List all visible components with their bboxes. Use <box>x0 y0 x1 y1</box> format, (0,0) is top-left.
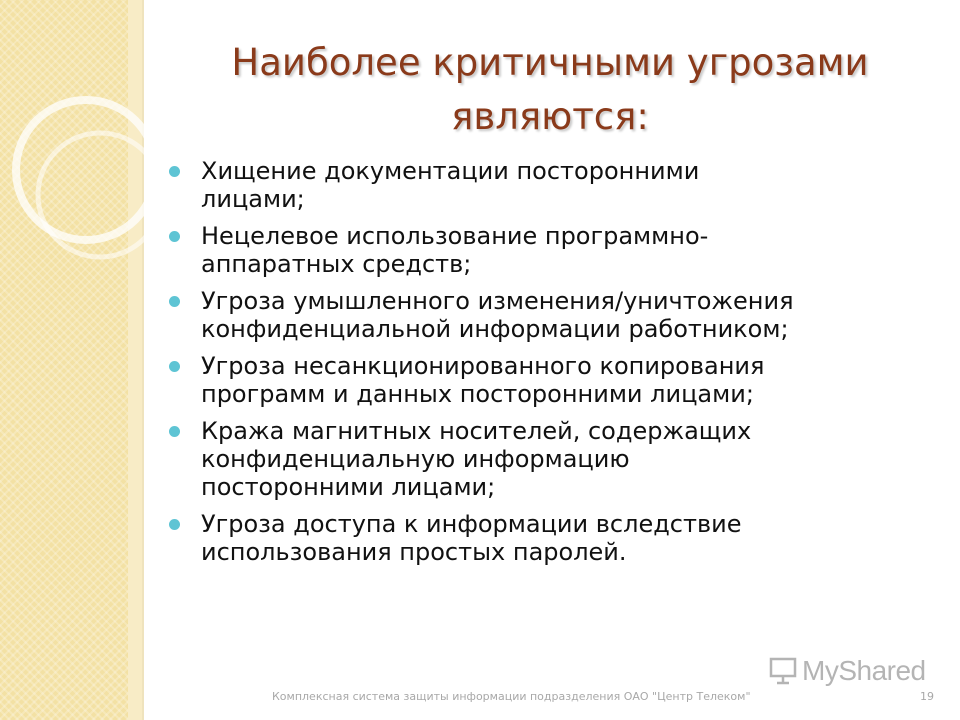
list-item <box>165 510 945 566</box>
list-item-line: использования простых паролей. <box>201 538 627 566</box>
watermark <box>768 655 926 687</box>
slide-footer: Комплексная система защиты информации подразделения ОАО "Центр Телеком" <box>272 690 751 703</box>
page-number: 19 <box>920 690 934 703</box>
list-item-line: программ и данных посторонними лицами; <box>201 380 754 408</box>
list-item-line: аппаратных средств; <box>201 250 472 278</box>
bullet-dot-icon <box>169 231 180 242</box>
list-item <box>165 352 945 408</box>
list-item <box>165 287 945 343</box>
list-item <box>165 222 945 278</box>
list-item-line: Угроза умышленного изменения/уничтожения <box>201 287 794 315</box>
slide-title-line-2: являются: <box>451 95 649 138</box>
bullet-dot-icon <box>169 361 180 372</box>
presentation-board-icon <box>768 656 798 686</box>
list-item-line: конфиденциальной информации работником; <box>201 315 789 343</box>
threat-list <box>165 157 945 575</box>
list-item <box>165 417 945 501</box>
list-item-line: конфиденциальную информацию <box>201 445 630 473</box>
watermark-text: MyShared <box>802 655 926 686</box>
bullet-dot-icon <box>169 296 180 307</box>
bullet-dot-icon <box>169 166 180 177</box>
list-item-line: Нецелевое использование программно- <box>201 222 709 250</box>
list-item-line: Кража магнитных носителей, содержащих <box>201 417 752 445</box>
list-item-line: Угроза несанкционированного копирования <box>201 352 765 380</box>
list-item-line: посторонними лицами; <box>201 473 496 501</box>
list-item-line: лицами; <box>201 185 305 213</box>
slide-title-line-1: Наиболее критичными угрозами <box>231 41 869 84</box>
list-item-line: Угроза доступа к информации вследствие <box>201 510 742 538</box>
slide-title <box>150 36 950 144</box>
list-item <box>165 157 945 213</box>
bullet-dot-icon <box>169 519 180 530</box>
bullet-dot-icon <box>169 426 180 437</box>
list-item-line: Хищение документации посторонними <box>201 157 700 185</box>
